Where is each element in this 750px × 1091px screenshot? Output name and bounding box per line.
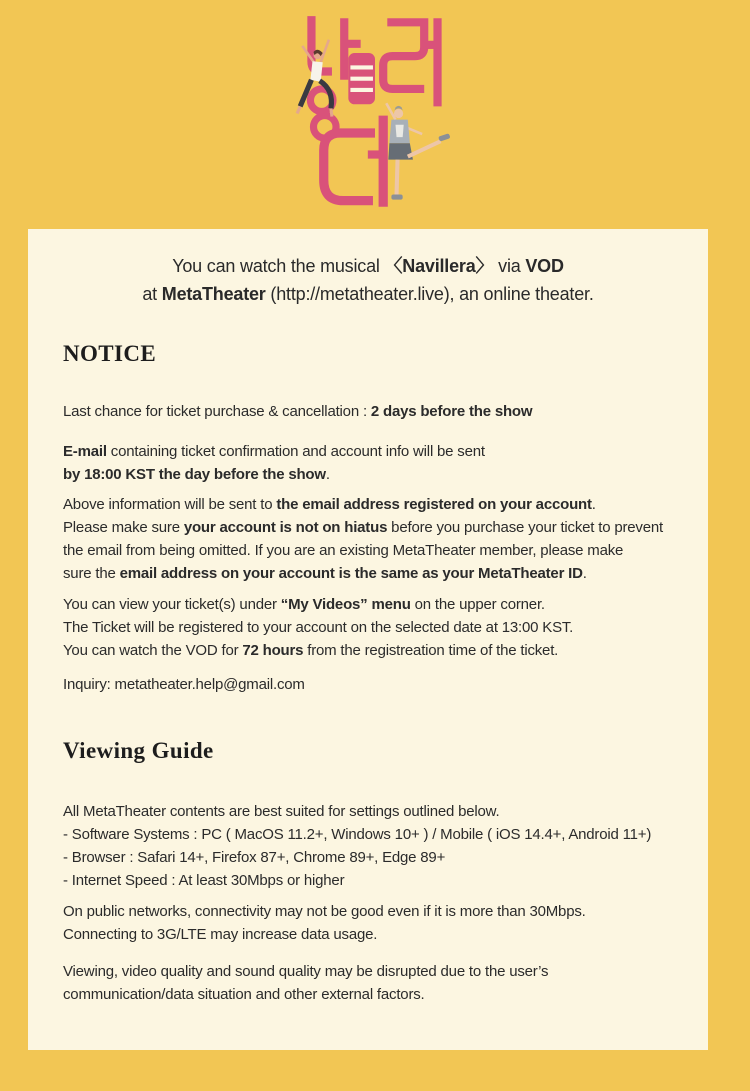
info-card xyxy=(28,229,708,1050)
navillera-logo-art xyxy=(293,10,458,215)
viewing-guide-paragraph-network: On public networks, connectivity may not be good even if it is more than 30Mbps. Connecting to 3G/LTE may increase data usage. xyxy=(63,903,586,943)
viewing-guide-heading: Viewing Guide xyxy=(63,738,214,763)
standing-dancer-illustration xyxy=(386,103,450,199)
notice-paragraph-email: E-mail containing ticket confirmation and account info will be sent by 18:00 KST the day before the show. xyxy=(63,443,485,483)
viewing-guide-paragraph-requirements: All MetaTheater contents are best suited for settings outlined below. - Software Systems : PC ( MacOS 11.2+, Windows 10+ ) / Mobile ( iOS 14.4+, Android 11+) - Browser : Safari 14+, Firefox 87+, Chrome 89+, Edge 89+ - Internet Speed : At least 30Mbps or higher xyxy=(63,803,652,889)
intro-text: You can watch the musical 〈Navillera〉 via VOD at MetaTheater (http://metatheater.live), an online theater. xyxy=(142,256,594,304)
notice-paragraph-account: Above information will be sent to the email address registered on your account. Please make sure your account is not on hiatus before you purchase your ticket to prevent the email from being omitted. If you are an existing MetaTheater member, please make sure the email address on your account is the same as your MetaTheater ID. xyxy=(63,496,663,582)
notice-heading: NOTICE xyxy=(63,341,157,366)
notice-paragraph-deadline: Last chance for ticket purchase & cancellation : 2 days before the show xyxy=(63,403,533,420)
inquiry-line: Inquiry: metatheater.help@gmail.com xyxy=(63,676,305,693)
viewing-guide-paragraph-quality: Viewing, video quality and sound quality may be disrupted due to the user’s communication/data situation and other external factors. xyxy=(63,963,549,1003)
navillera-logo xyxy=(293,10,458,220)
notice-paragraph-tickets: You can view your ticket(s) under “My Videos” menu on the upper corner. The Ticket will be registered to your account on the selected date at 13:00 KST. You can watch the VOD for 72 hours from the registreation time of the ticket. xyxy=(63,596,574,659)
